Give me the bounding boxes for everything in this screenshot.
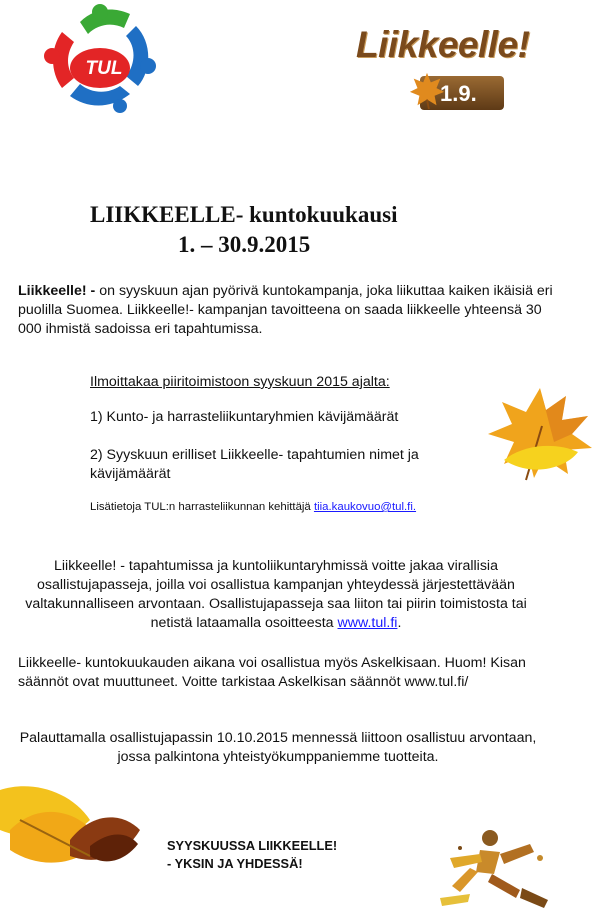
campaign-logo-text: Liikkeelle!	[356, 24, 530, 65]
campaign-date: 1.9.	[440, 81, 477, 106]
return-paragraph: Palauttamalla osallistujapassin 10.10.2015 mennessä liittoon osallistuu arvontaan, jossa palkintona yhteistyökumppaniemme tuotteita.	[19, 730, 537, 765]
tul-website-link[interactable]: www.tul.fi	[337, 615, 398, 631]
page-title: LIIKKEELLE- kuntokuukausi	[90, 202, 398, 227]
intro-paragraph	[18, 282, 563, 339]
notify-item-1: 1) Kunto- ja harrasteliikuntaryhmien kävijämäärät	[90, 409, 399, 425]
slogan-line-2: - YKSIN JA YHDESSÄ!	[167, 856, 303, 871]
slogan-line-1: SYYSKUUSSA LIIKKEELLE!	[167, 838, 338, 853]
autumn-leaves-icon	[0, 770, 160, 880]
leaf-runner-icon	[430, 828, 560, 912]
contact-info	[90, 501, 416, 513]
campaign-dates: 1. – 30.9.2015	[178, 232, 311, 257]
tul-logo-text: TUL	[85, 58, 123, 79]
notify-item-2: 2) Syyskuun erilliset Liikkeelle- tapahtumien nimet ja kävijämäärät	[90, 447, 419, 482]
tickets-suffix: .	[397, 615, 402, 631]
walk-competition-paragraph: Liikkeelle- kuntokuukauden aikana voi osallistua myös Askelkisaan. Huom! Kisan säännöt ovat muuttuneet. Voitte tarkistaa Askelkisan säännöt www.tul.fi/	[18, 655, 526, 690]
intro-text: on syyskuun ajan pyörivä kuntokampanja, joka liikuttaa kaiken ikäisiä eri puolilla Suomea. Liikkeelle!- kampanjan tavoitteena on saada liikkeelle yhteensä 30 000 ihmistä sadoissa eri tapahtumissa.	[18, 283, 553, 337]
autumn-leaf-icon	[484, 382, 596, 482]
tickets-paragraph	[16, 557, 536, 633]
contact-email-link[interactable]: tiia.kaukovuo@tul.fi.	[313, 501, 417, 513]
tickets-text: Liikkeelle! - tapahtumissa ja kuntoliikuntaryhmissä voitte jakaa virallisia osallistujapasseja, joilla voi osallistua kampanjan yhteydessä järjestettävään valtakunnalliseen arvontaan. Osallistujapasseja saa liiton tai piirin toimistosta tai netistä lataamalla osoitteesta	[25, 558, 527, 631]
contact-info-text: Lisätietoja TUL:n harrasteliikunnan kehittäjä	[90, 501, 314, 513]
intro-lead: Liikkeelle! -	[18, 283, 96, 299]
notify-heading: Ilmoittakaa piiritoimistoon syyskuun 2015 ajalta:	[90, 374, 390, 390]
